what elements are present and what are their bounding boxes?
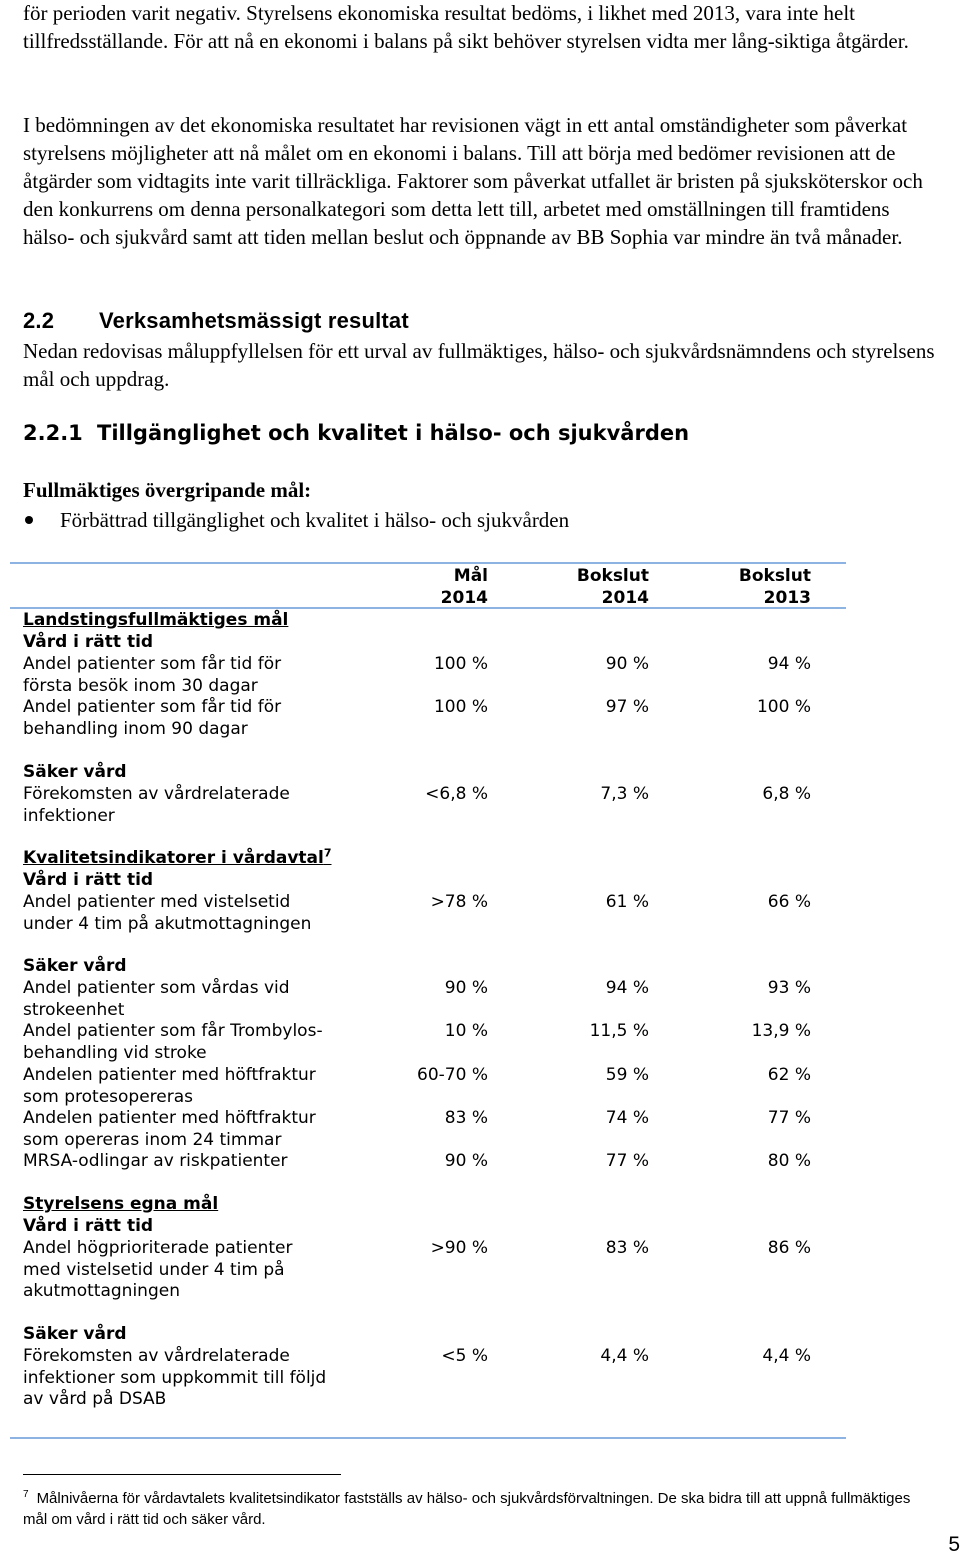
table-row-label: Andelen patienter med höftfraktur som opereras inom 24 timmar [23,1108,316,1150]
page-number: 5 [948,1533,960,1556]
table-row-label: Förekomsten av vårdrelaterade infektioner som uppkommit till följd av vård på DSAB [23,1346,327,1410]
table-subheading: Vård i rätt tid [23,632,154,652]
table-row-label: MRSA-odlingar av riskpatienter [23,1151,288,1171]
table-subheading: Säker vård [23,1324,127,1344]
table-cell-result-2014: 7,3 % [600,784,649,804]
table-subheading: Säker vård [23,956,127,976]
goal-heading: Fullmäktiges övergripande mål: [23,478,312,502]
table-section-title: Styrelsens egna mål [23,1194,219,1214]
table-cell-goal: <6,8 % [425,784,488,804]
table-cell-goal: <5 % [441,1346,488,1366]
table-cell-result-2014: 4,4 % [600,1346,649,1366]
table-row-label: Förekomsten av vårdrelaterade infektioner [23,784,290,826]
table-subheading: Säker vård [23,762,127,782]
table-subheading: Vård i rätt tid [23,870,154,890]
paragraph-assessment: I bedömningen av det ekonomiska resultatet har revisionen vägt in ett antal omständigheter som påverkat styrelsens möjligheter att nå målet om en ekonomi i balans. Till att börja med bedömer revisionen att de åtgärder som vidtagits inte varit tillräckliga. Faktorer som påverkat utfallet är bristen på sjuksköterskor och den konkurrens om denna personalkategori som detta lett till, arbetet med omställningen till framtidens hälso- och sjukvård samt att tiden mellan beslut och öppnande av BB Sophia var mindre än två månader. [23,113,923,249]
footnote-text: Målnivåerna för vårdavtalets kvalitetsindikator fastställs av hälso- och sjukvårdsförvaltningen. De ska bidra till att uppnå fullmäktiges mål om vård i rätt tid och säker vård. [23,1490,911,1528]
footnote-number: 7 [23,1489,29,1500]
table-section-title: Kvalitetsindikatorer i vårdavtal$^7$ [23,846,332,868]
section-number: 2.2 [23,308,55,333]
paragraph-intro: Nedan redovisas måluppfyllelsen för ett urval av fullmäktiges, hälso- och sjukvårdsnämndens och styrelsens mål och uppdrag. [23,339,935,391]
table-cell-result-2014: 83 % [605,1238,649,1258]
table-cell-result-2013: 66 % [767,892,811,912]
table-cell-goal: 90 % [444,978,488,998]
table-cell-result-2013: 4,4 % [762,1346,811,1366]
table-cell-result-2014: 90 % [605,654,649,674]
table-cell-goal: 10 % [444,1021,488,1041]
subsection-number: 2.2.1 [23,421,83,445]
table-row-label: Andel patienter med vistelsetid under 4 tim på akutmottagningen [23,892,312,934]
paragraph-economic-result: för perioden varit negativ. Styrelsens ekonomiska resultat bedöms, i likhet med 2013, vara inte helt tillfredsställande. För att nå en ekonomi i balans på sikt behöver styrelsen vidta mer lång-siktiga åtgärder. [23,1,909,53]
table-cell-result-2014: 59 % [605,1065,649,1085]
table-cell-result-2013: 93 % [767,978,811,998]
table-cell-result-2014: 94 % [605,978,649,998]
table-cell-goal: 100 % [433,697,488,717]
table-row-label: Andel patienter som får tid för behandling inom 90 dagar [23,697,282,739]
table-cell-result-2013: 86 % [767,1238,811,1258]
table-cell-goal: 100 % [433,654,488,674]
column-header-goal-2014: Mål 2014 [440,566,488,608]
table-cell-goal: 90 % [444,1151,488,1171]
table-cell-result-2014: 97 % [605,697,649,717]
footnote [23,1488,923,1530]
table-subheading: Vård i rätt tid [23,1216,154,1236]
table-cell-goal: >78 % [430,892,488,912]
table-row-label: Andel patienter som får Trombylos- behandling vid stroke [23,1021,323,1063]
table-cell-result-2014: 74 % [605,1108,649,1128]
table-row-label: Andel patienter som får tid för första besök inom 30 dagar [23,654,282,696]
subsection-title: Tillgänglighet och kvalitet i hälso- och sjukvården [97,421,690,445]
table-cell-result-2013: 80 % [767,1151,811,1171]
table-cell-result-2013: 94 % [767,654,811,674]
table-cell-goal: >90 % [430,1238,488,1258]
table-row-label: Andel patienter som vårdas vid strokeenhet [23,978,290,1020]
table-cell-goal: 60-70 % [417,1065,488,1085]
table-cell-result-2014: 61 % [605,892,649,912]
table-cell-result-2014: 77 % [605,1151,649,1171]
goal-bullet-text: Förbättrad tillgänglighet och kvalitet i hälso- och sjukvården [60,508,570,532]
section-title: Verksamhetsmässigt resultat [99,308,409,333]
table-cell-result-2013: 100 % [756,697,811,717]
column-header-result-2013: Bokslut 2013 [738,566,811,608]
table-row-label: Andelen patienter med höftfraktur som protesopereras [23,1065,316,1107]
table-cell-result-2013: 62 % [767,1065,811,1085]
table-cell-result-2013: 13,9 % [751,1021,811,1041]
table-cell-result-2013: 77 % [767,1108,811,1128]
column-header-result-2014: Bokslut 2014 [576,566,649,608]
table-cell-result-2014: 11,5 % [589,1021,649,1041]
table-cell-result-2013: 6,8 % [762,784,811,804]
footnote-separator [23,1474,341,1475]
table-row-label: Andel högprioriterade patienter med vistelsetid under 4 tim på akutmottagningen [23,1238,293,1302]
footnote-marker: 7 [323,846,332,860]
table-cell-goal: 83 % [444,1108,488,1128]
table-section-title: Landstingsfullmäktiges mål [23,610,289,630]
